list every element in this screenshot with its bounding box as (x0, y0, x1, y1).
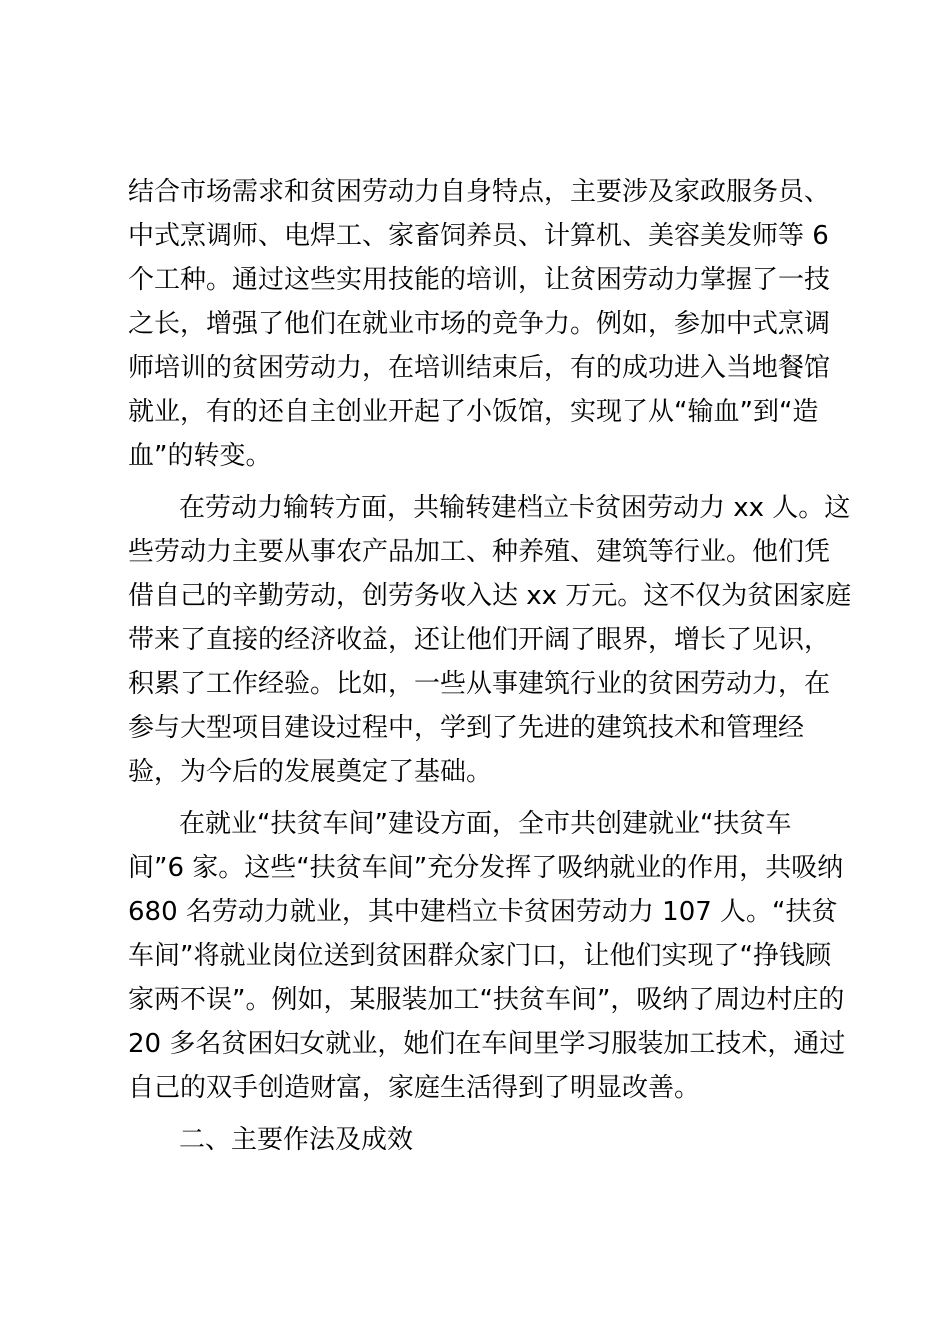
text-line: 车间”将就业岗位送到贫困群众家门口，让他们实现了“挣钱顾 (128, 941, 831, 971)
section-heading: 二、主要作法及成效 (179, 1125, 414, 1155)
text-line: 带来了直接的经济收益，还让他们开阔了眼界，增长了见识， (128, 625, 831, 655)
text-line: 验，为今后的发展奠定了基础。 (128, 757, 493, 787)
text-line: 师培训的贫困劳动力，在培训结束后，有的成功进入当地餐馆 (128, 353, 831, 383)
text-line: 血”的转变。 (128, 441, 272, 471)
text-line: 家两不误”。例如，某服装加工“扶贫车间”，吸纳了周边村庄的 (128, 985, 845, 1015)
paragraph-first-line: 在劳动力输转方面，共输转建档立卡贫困劳动力 xx 人。这 (179, 493, 851, 523)
text-line: 借自己的辛勤劳动，创劳务收入达 xx 万元。这不仅为贫困家庭 (128, 581, 852, 611)
text-line: 自己的双手创造财富，家庭生活得到了明显改善。 (128, 1073, 701, 1103)
text-line: 参与大型项目建设过程中，学到了先进的建筑技术和管理经 (128, 713, 805, 743)
text-line: 个工种。通过这些实用技能的培训，让贫困劳动力掌握了一技 (128, 265, 831, 295)
text-line: 中式烹调师、电焊工、家畜饲养员、计算机、美容美发师等 6 (128, 221, 829, 251)
text-line: 间”6 家。这些“扶贫车间”充分发挥了吸纳就业的作用，共吸纳 (128, 853, 844, 883)
text-line: 结合市场需求和贫困劳动力自身特点，主要涉及家政服务员、 (128, 177, 831, 207)
text-line: 之长，增强了他们在就业市场的竞争力。例如，参加中式烹调 (128, 309, 831, 339)
text-line: 积累了工作经验。比如，一些从事建筑行业的贫困劳动力，在 (128, 669, 831, 699)
paragraph-first-line: 在就业“扶贫车间”建设方面，全市共创建就业“扶贫车 (179, 809, 792, 839)
text-line: 就业，有的还自主创业开起了小饭馆，实现了从“输血”到“造 (128, 397, 819, 427)
text-line: 些劳动力主要从事农产品加工、种养殖、建筑等行业。他们凭 (128, 537, 831, 567)
text-line: 20 多名贫困妇女就业，她们在车间里学习服装加工技术，通过 (128, 1029, 846, 1059)
text-line: 680 名劳动力就业，其中建档立卡贫困劳动力 107 人。“扶贫 (128, 897, 838, 927)
